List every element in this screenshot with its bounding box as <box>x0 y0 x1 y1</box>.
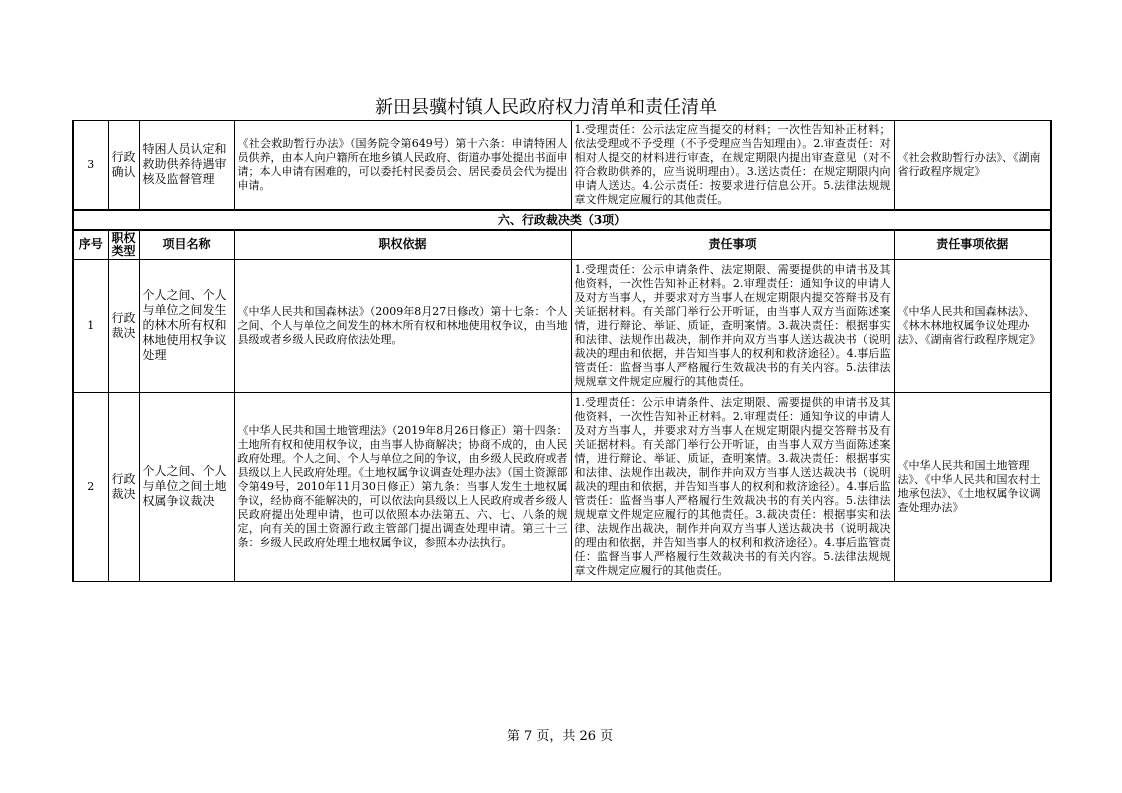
table-row <box>73 392 1051 581</box>
row-number: 3 <box>73 121 108 210</box>
responsibility-basis: 《中华人民共和国森林法》、《林木林地权属争议处理办法》、《湖南省行政程序规定》 <box>894 259 1051 392</box>
header-responsibility-basis: 责任事项依据 <box>894 230 1051 260</box>
power-type: 行政裁决 <box>108 392 139 581</box>
power-basis: 《社会救助暂行办法》（国务院令第649号）第十六条：申请特困人员供养，由本人向户籍所在地乡镇人民政府、街道办事处提出书面申请；本人申请有困难的，可以委托村民委员会、居民委员会代为提出申请。 <box>234 121 571 210</box>
table-row <box>73 121 1051 210</box>
page-footer: 第 7 页，共 26 页 <box>506 729 614 744</box>
power-type: 行政确认 <box>108 121 139 210</box>
responsibilities: 1.受理责任：公示申请条件、法定期限、需要提供的申请书及其他资料，一次性告知补正材料。2.审理责任：通知争议的申请人及对方当事人，并要求对方当事人在规定期限内提交答辩书及有关证据材料。有关部门举行公开听证，由当事人双方当面陈述案情，进行辩论、举证、质证，查明案情。3.裁决责任：根据事实和法律、法规作出裁决，制作并向双方当事人送达裁决书（说明裁决的理由和依据，并告知当事人的权利和救济途径）。4.事后监管责任：监督当事人严格履行生效裁决书的有关内容。5.法律法规规章文件规定应履行的其他责任。3.裁决责任：根据事实和法律、法规作出裁决，制作并向双方当事人送达裁决书（说明裁决的理由和依据，并告知当事人的权利和救济途径）。4.事后监管责任：监督当事人严格履行生效裁决书的有关内容。5.法律法规规章文件规定应履行的其他责任。 <box>571 392 894 581</box>
responsibility-basis: 《中华人民共和国土地管理法》、《中华人民共和国农村土地承包法》、《土地权属争议调查处理办法》 <box>894 392 1051 581</box>
responsibilities: 1.受理责任：公示申请条件、法定期限、需要提供的申请书及其他资料，一次性告知补正材料。2.审理责任：通知争议的申请人及对方当事人，并要求对方当事人在规定期限内提交答辩书及有关证据材料。有关部门举行公开听证，由当事人双方当面陈述案情，进行辩论、举证、质证，查明案情。3.裁决责任：根据事实和法律、法规作出裁决，制作并向双方当事人送达裁决书（说明裁决的理由和依据，并告知当事人的权利和救济途径）。4.事后监管责任：监督当事人严格履行生效裁决书的有关内容。5.法律法规规章文件规定应履行的其他责任。 <box>571 259 894 392</box>
header-responsibilities: 责任事项 <box>571 230 894 260</box>
header-power-type: 职权类型 <box>108 230 139 260</box>
power-basis: 《中华人民共和国森林法》（2009年8月27日修改）第十七条：个人之间、个人与单位之间发生的林木所有权和林地使用权争议，由当地县级或者乡级人民政府依法处理。 <box>234 259 571 392</box>
item-name: 个人之间、个人与单位之间发生的林木所有权和林地使用权争议处理 <box>139 259 234 392</box>
header-power-basis: 职权依据 <box>234 230 571 260</box>
item-name: 特困人员认定和救助供养待遇审核及监督管理 <box>139 121 234 210</box>
row-number: 2 <box>73 392 108 581</box>
responsibilities: 1.受理责任：公示法定应当提交的材料；一次性告知补正材料；依法受理或不予受理（不予受理应当告知理由）。2.审查责任：对相对人提交的材料进行审查，在规定期限内提出审查意见（对不符合救助供养的，应当说明理由）。3.送达责任：在规定期限内向申请人送达。4.公示责任：按要求进行信息公开。5.法律法规规章文件规定应履行的其他责任。 <box>571 121 894 210</box>
row-number: 1 <box>73 259 108 392</box>
item-name: 个人之间、个人与单位之间土地权属争议裁决 <box>139 392 234 581</box>
power-list-table <box>72 120 1052 582</box>
header-number: 序号 <box>73 230 108 260</box>
section-title: 六、行政裁决类（3项） <box>73 210 1051 230</box>
power-basis: 《中华人民共和国土地管理法》（2019年8月26日修正）第十四条：土地所有权和使用权争议，由当事人协商解决；协商不成的，由人民政府处理。个人之间、个人与单位之间的争议，由乡级人民政府或者县级以上人民政府处理。《土地权属争议调查处理办法》（国土资源部令第49号，2010年11月30日修正）第九条：当事人发生土地权属争议，经协商不能解决的，可以依法向县级以上人民政府或者乡级人民政府提出处理申请，也可以依照本办法第五、六、七、八条的规定，向有关的国土资源行政主管部门提出调查处理申请。第三十三条：乡级人民政府处理土地权属争议，参照本办法执行。 <box>234 392 571 581</box>
page-title: 新田县骥村镇人民政府权力清单和责任清单 <box>375 97 717 118</box>
section-header-row <box>73 210 1051 230</box>
table-row <box>73 259 1051 392</box>
responsibility-basis: 《社会救助暂行办法》、《湖南省行政程序规定》 <box>894 121 1051 210</box>
power-type: 行政裁决 <box>108 259 139 392</box>
header-item-name: 项目名称 <box>139 230 234 260</box>
column-header-row <box>73 230 1051 260</box>
